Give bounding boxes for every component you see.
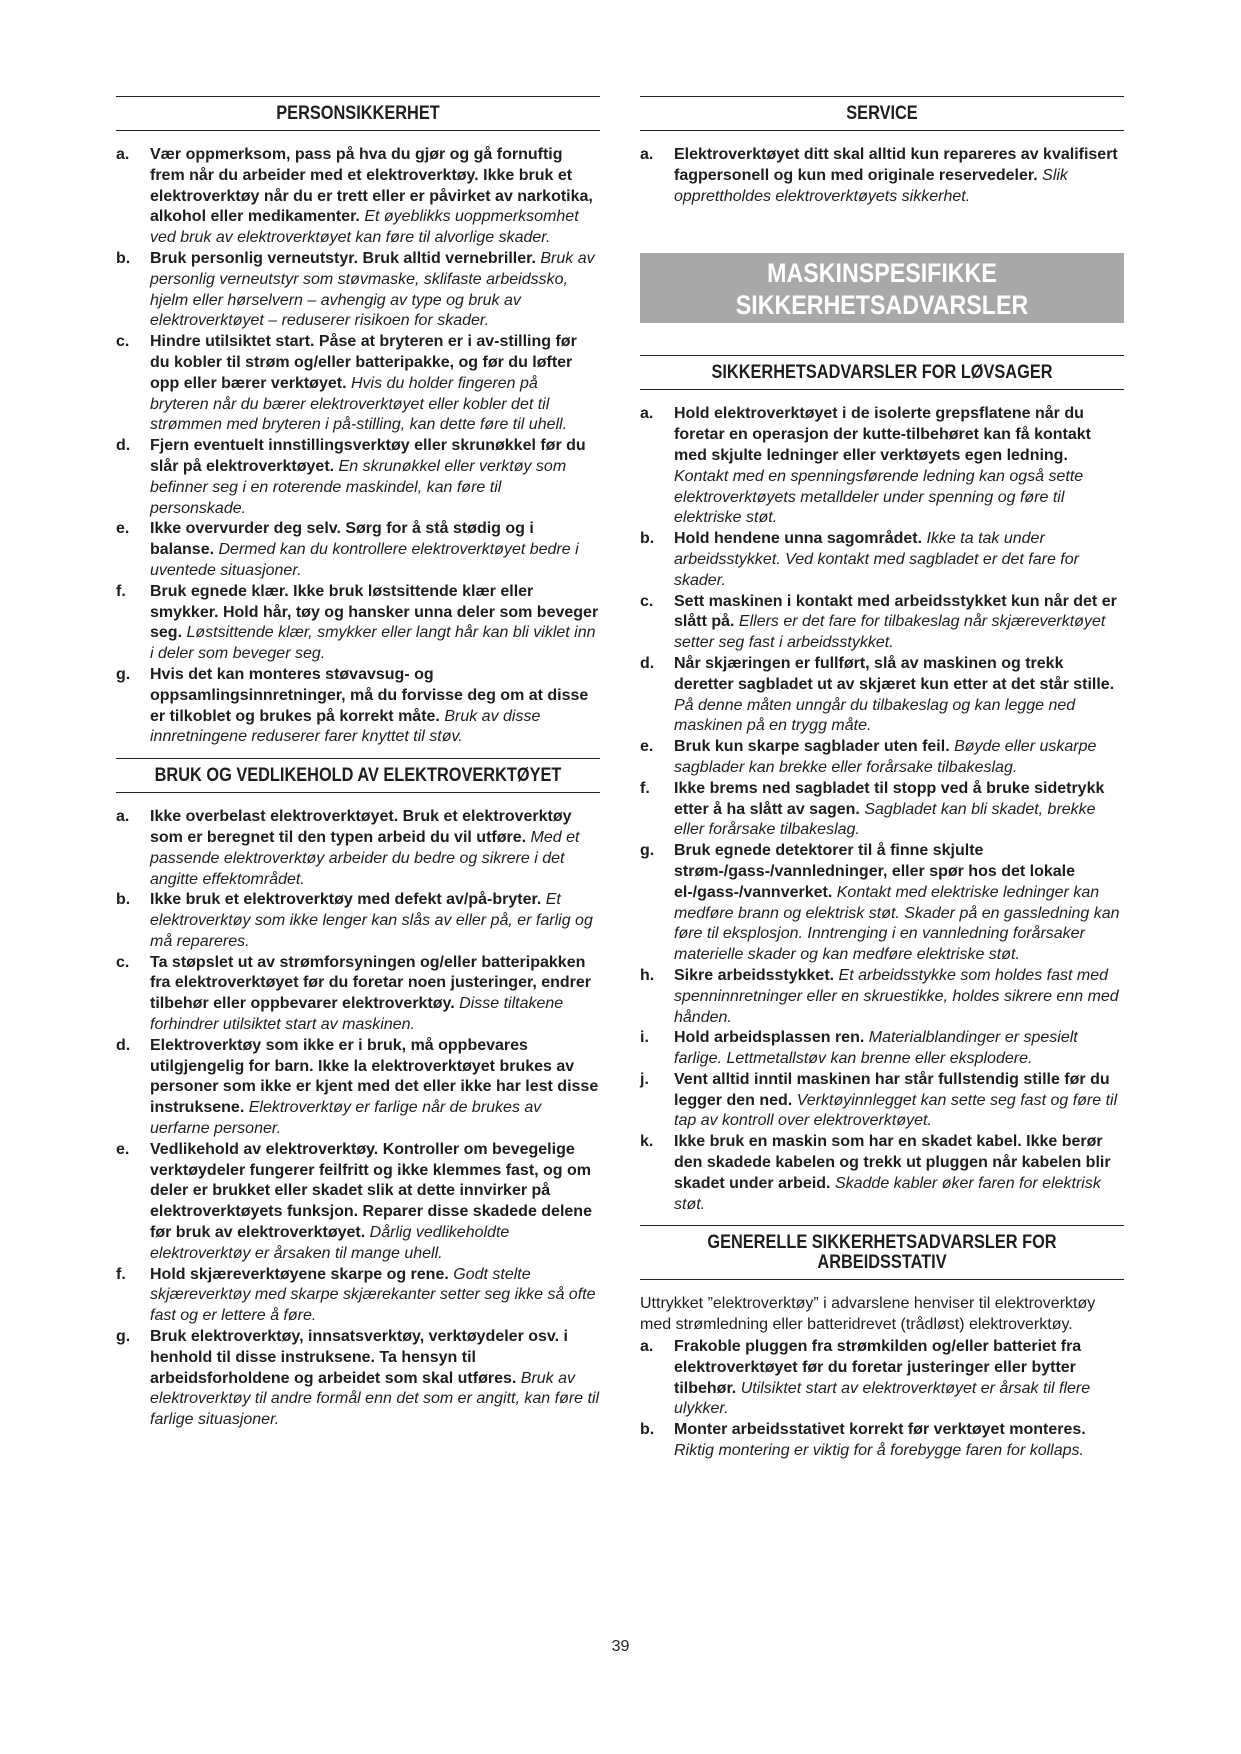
item-label: b.: [116, 249, 131, 267]
item-explanation: Materialblandinger er spesielt farlige. Lettmetallstøv kan brenne eller eksplodere.: [674, 1029, 1078, 1068]
item-instruction: Fjern eventuelt innstillingsverktøy eller skrunøkkel før du slår på elektroverktøyet.: [150, 437, 586, 475]
item-instruction: Ikke brems ned sagbladet til stopp ved å bruke sidetrykk etter å ha slått av sagen.: [674, 779, 1105, 818]
item-explanation: Bruk av personlig verneutstyr som støvmaske, sklifaste arbeidssko, hjelm eller hørselvern – avhengig av type og bruk av elektroverktøyet – reduserer risikoen for skader.: [150, 249, 595, 330]
item-explanation: Kontakt med elektriske ledninger kan medføre brann og elektrisk støt. Skader på en gassledning kan føre til eksplosjon. Inntrenging i en vannledning forårsaker materielle skader og kan medføre elektriske støt.: [674, 883, 1120, 964]
list-item: [116, 436, 600, 519]
item-instruction: Ikke bruk et elektroverktøy med defekt av/på-bryter.: [150, 891, 542, 909]
item-label: c.: [116, 953, 130, 971]
list-item: [116, 665, 600, 748]
item-instruction: Bruk kun skarpe sagblader uten feil.: [674, 738, 950, 756]
item-explanation: Sagbladet kan bli skadet, brekke eller forårsake tilbakeslag.: [674, 800, 1096, 839]
item-label: c.: [640, 592, 654, 610]
list-item: [640, 1028, 1124, 1070]
list-item: [116, 332, 600, 436]
right-column: [640, 96, 1124, 1462]
item-label: f.: [116, 1265, 126, 1283]
item-instruction: Ikke bruk en maskin som har en skadet kabel. Ikke berør den skadede kabelen og trekk ut pluggen når kabelen blir skadet under arbeid.: [674, 1133, 1111, 1192]
item-instruction: Bruk egnede klær. Ikke bruk løstsittende klær eller smykker. Hold hår, tøy og hansker unna deler som beveger seg.: [150, 582, 599, 642]
item-label: a.: [116, 146, 130, 163]
item-explanation: Verktøyinnlegget kan sette seg fast og føre til tap av kontroll over elektroverktøyet.: [674, 1091, 1118, 1130]
item-explanation: Bøyde eller uskarpe sagblader kan brekke eller forårsake tilbakeslag.: [674, 738, 1097, 776]
item-explanation: Slik opprettholdes elektroverktøyets sikkerhet.: [674, 166, 1068, 205]
item-explanation: Et elektroverktøy som ikke lenger kan slås av eller på, er farlig og må repareres.: [150, 891, 593, 950]
page-number: 39: [611, 1638, 630, 1655]
item-explanation: Dermed kan du kontrollere elektroverktøyet bedre i uventede situasjoner.: [150, 541, 579, 579]
list-item: [640, 841, 1124, 966]
item-label: a.: [640, 405, 654, 423]
item-instruction: Bruk egnede detektorer til å finne skjulte strøm-/gass-/vannledninger, eller spør hos det lokale el-/gass-/vannverket.: [674, 842, 1075, 901]
machine-specific-banner: [640, 253, 1124, 323]
item-instruction: Elektroverktøyet ditt skal alltid kun repareres av kvalifisert fagpersonell og kun med originale reservedeler.: [674, 146, 1118, 184]
item-instruction: Vær oppmerksom, pass på hva du gjør og gå fornuftig frem når du arbeider med et elektroverktøy. Ikke bruk et elektroverktøy når du er trett eller er påvirket av narkotika, alkohol eller medikamenter.: [150, 146, 593, 226]
list-item: [116, 890, 600, 952]
list-item: [116, 145, 600, 249]
item-explanation: Ellers er det fare for tilbakeslag når skjæreverktøyet setter seg fast i arbeidsstykket.: [674, 613, 1106, 652]
item-explanation: Disse tiltakene forhindrer utilsiktet start av maskinen.: [150, 995, 564, 1034]
list-item: [640, 1132, 1124, 1215]
service-list: [640, 145, 1124, 207]
list-item: [640, 737, 1124, 779]
item-explanation: Et arbeidsstykke som holdes fast med spenninnretninger eller en skruestikke, holdes sikrere enn med hånden.: [674, 966, 1119, 1026]
item-instruction: Ikke overvurder deg selv. Sørg for å stå stødig og i balanse.: [150, 520, 534, 559]
section-title: BRUK OG VEDLIKEHOLD AV ELEKTROVERKTØYET: [154, 765, 562, 787]
arbeidsstativ-list: [640, 1337, 1124, 1462]
item-label: d.: [116, 437, 131, 455]
item-instruction: Bruk personlig verneutstyr. Bruk alltid vernebriller.: [150, 249, 536, 267]
arbeidsstativ-intro: Uttrykket ”elektroverktøy” i advarslene henviser til elektroverktøy med strømledning eller batteridrevet (trådløst) elektroverktøy.: [640, 1295, 1096, 1334]
personsikkerhet-list: [116, 145, 600, 748]
item-instruction: Elektroverktøy som ikke er i bruk, må oppbevares utilgjengelig for barn. Ikke la elektroverktøyet brukes av personer som ikke er kjent med det eller ikke har lest disse instruksene.: [150, 1036, 599, 1117]
item-instruction: Ta støpslet ut av strømforsyningen og/eller batteripakken fra elektroverktøyet før du foretar noen justeringer, endrer tilbehør eller oppbevarer elektroverktøy.: [150, 953, 592, 1013]
item-label: g.: [116, 1328, 131, 1346]
item-label: f.: [640, 779, 650, 797]
section-heading-bruk-og-vedlikehold: [116, 758, 600, 793]
list-item: [116, 249, 600, 332]
item-label: d.: [640, 654, 655, 672]
left-column: [116, 96, 600, 1431]
item-label: i.: [640, 1029, 649, 1047]
item-explanation: Med et passende elektroverktøy arbeider du bedre og sikrere i det angitte effektområdet.: [150, 828, 580, 888]
section-heading-arbeidsstativ: [640, 1225, 1124, 1280]
item-instruction: Monter arbeidsstativet korrekt før verktøyet monteres.: [674, 1421, 1086, 1439]
item-label: e.: [640, 738, 654, 756]
banner-line-2: SIKKERHETSADVARSLER: [735, 290, 1029, 321]
list-item: [640, 1420, 1124, 1462]
item-explanation: Hvis du holder fingeren på bryteren når du bærer elektroverktøyet eller kobler det til strømmen med bryteren i på-stilling, kan dette føre til uhell.: [150, 374, 568, 434]
item-instruction: Hold skjæreverktøyene skarpe og rene.: [150, 1265, 449, 1283]
item-explanation: Løstsittende klær, smykker eller langt hår kan bli viklet inn i deler som beveger seg.: [150, 624, 596, 663]
list-item: [116, 582, 600, 665]
item-explanation: Bruk av disse innretningene reduserer farer knyttet til støv.: [150, 707, 541, 746]
item-explanation: Et øyeblikks uoppmerksomhet ved bruk av elektroverktøyet kan føre til alvorlige skader.: [150, 208, 579, 247]
bruk-og-vedlikehold-list: [116, 807, 600, 1431]
item-explanation: Bruk av elektroverktøy til andre formål enn det som er angitt, kan føre til farlige situasjoner.: [150, 1369, 600, 1429]
item-label: h.: [640, 966, 655, 984]
item-explanation: Skadde kabler øker faren for elektrisk støt.: [674, 1174, 1101, 1213]
list-item: [640, 529, 1124, 591]
item-instruction: Hindre utilsiktet start. Påse at bryteren er i av-stilling før du kobler til strøm og/eller batteripakke, og før du løfter opp eller bærer verktøyet.: [150, 333, 577, 392]
section-title: SIKKERHETSADVARSLER FOR LØVSAGER: [711, 362, 1053, 384]
item-instruction: Hold hendene unna sagområdet.: [674, 530, 923, 548]
item-instruction: Ikke overbelast elektroverktøyet. Bruk et elektroverktøy som er beregnet til den typen arbeid du vil utføre.: [150, 808, 572, 846]
list-item: [116, 1327, 600, 1431]
item-explanation: På denne måten unngår du tilbakeslag og kan legge ned maskinen på en trygg måte.: [674, 696, 1076, 735]
item-label: b.: [640, 530, 655, 548]
section-heading-personsikkerhet: [116, 96, 600, 131]
item-explanation: Dårlig vedlikeholdte elektroverktøy er årsaken til mange uhell.: [150, 1224, 510, 1262]
item-label: d.: [116, 1036, 131, 1054]
list-item: [116, 1265, 600, 1327]
item-label: c.: [116, 333, 130, 351]
list-item: [640, 592, 1124, 654]
banner-line-1: MASKINSPESIFIKKE: [767, 258, 997, 289]
item-explanation: En skrunøkkel eller verktøy som befinner seg i en roterende maskindel, kan føre til personskade.: [150, 457, 567, 517]
item-label: j.: [640, 1070, 649, 1088]
list-item: [640, 779, 1124, 841]
item-instruction: Bruk elektroverktøy, innsatsverktøy, verktøydeler osv. i henhold til disse instruksene. Ta hensyn til arbeidsforholdene og arbeidet som skal utføres.: [150, 1328, 568, 1387]
item-label: e.: [116, 520, 130, 538]
item-instruction: Sikre arbeidsstykket.: [674, 966, 835, 984]
item-label: g.: [116, 665, 131, 683]
item-instruction: Vent alltid inntil maskinen har står fullstendig stille før du legger den ned.: [674, 1070, 1110, 1109]
item-explanation: Godt stelte skjæreverktøy med skarpe skjærekanter setter seg ikke så ofte fast og er lettere å føre.: [150, 1265, 596, 1325]
item-instruction: Hvis det kan monteres støvavsug- og oppsamlingsinnretninger, må du forvisse deg om at disse er tilkoblet og brukes på korrekt måte.: [150, 665, 589, 725]
section-title: SERVICE: [846, 103, 918, 124]
item-label: g.: [640, 842, 655, 860]
item-instruction: Når skjæringen er fullført, slå av maskinen og trekk deretter sagbladet ut av skjæret kun etter at det står stille.: [674, 654, 1115, 693]
list-item: [116, 807, 600, 890]
list-item: [116, 953, 600, 1036]
item-label: b.: [116, 891, 131, 909]
list-item: [116, 1140, 600, 1265]
item-explanation: Riktig montering er viktig for å forebygge faren for kollaps.: [674, 1442, 1084, 1460]
item-explanation: Ikke ta tak under arbeidsstykket. Ved kontakt med sagbladet er det fare for skader.: [674, 530, 1079, 589]
list-item: [640, 654, 1124, 737]
item-instruction: Frakoble pluggen fra strømkilden og/eller batteriet fra elektroverktøyet før du foretar justeringer eller bytter tilbehør.: [674, 1338, 1082, 1397]
list-item: [116, 1036, 600, 1140]
item-label: a.: [640, 1338, 654, 1356]
item-label: a.: [116, 808, 130, 826]
lovsager-list: [640, 404, 1124, 1215]
item-instruction: Sett maskinen i kontakt med arbeidsstykket kun når det er slått på.: [674, 592, 1117, 631]
item-explanation: Kontakt med en spenningsførende ledning kan også sette elektroverktøyets metalldeler under spenning og føre til elektriske støt.: [674, 467, 1084, 527]
item-instruction: Vedlikehold av elektroverktøy. Kontroller om bevegelige verktøydeler fungerer feilfritt og ikke klemmes fast, og om deler er brukket eller skadet slik at dette innvirker på elektroverktøyets funksjon. Reparer disse skadede delene før bruk av elektroverktøyet.: [150, 1140, 592, 1242]
list-item: [640, 145, 1124, 207]
section-heading-lovsager: [640, 355, 1124, 390]
item-label: a.: [640, 146, 654, 163]
list-item: [640, 1337, 1124, 1420]
list-item: [640, 966, 1124, 1028]
section-title: PERSONSIKKERHET: [276, 103, 440, 124]
item-label: e.: [116, 1140, 130, 1158]
item-label: f.: [116, 582, 126, 600]
list-item: [640, 404, 1124, 529]
section-heading-service: [640, 96, 1124, 131]
item-label: k.: [640, 1133, 654, 1151]
item-instruction: Hold elektroverktøyet i de isolerte grepsflatene når du foretar en operasjon der kutte-tilbehøret kan få kontakt med skjulte ledninger eller verktøyets egen ledning.: [674, 405, 1091, 464]
item-explanation: Utilsiktet start av elektroverktøyet er årsak til flere ulykker.: [674, 1379, 1091, 1418]
section-title: GENERELLE SIKKERHETSADVARSLER FOR ARBEIDSSTATIV: [707, 1232, 1057, 1274]
item-label: b.: [640, 1421, 655, 1439]
item-instruction: Hold arbeidsplassen ren.: [674, 1029, 865, 1047]
item-explanation: Elektroverktøy er farlige når de brukes av uerfarne personer.: [150, 1099, 542, 1138]
list-item: [116, 519, 600, 581]
list-item: [640, 1070, 1124, 1132]
